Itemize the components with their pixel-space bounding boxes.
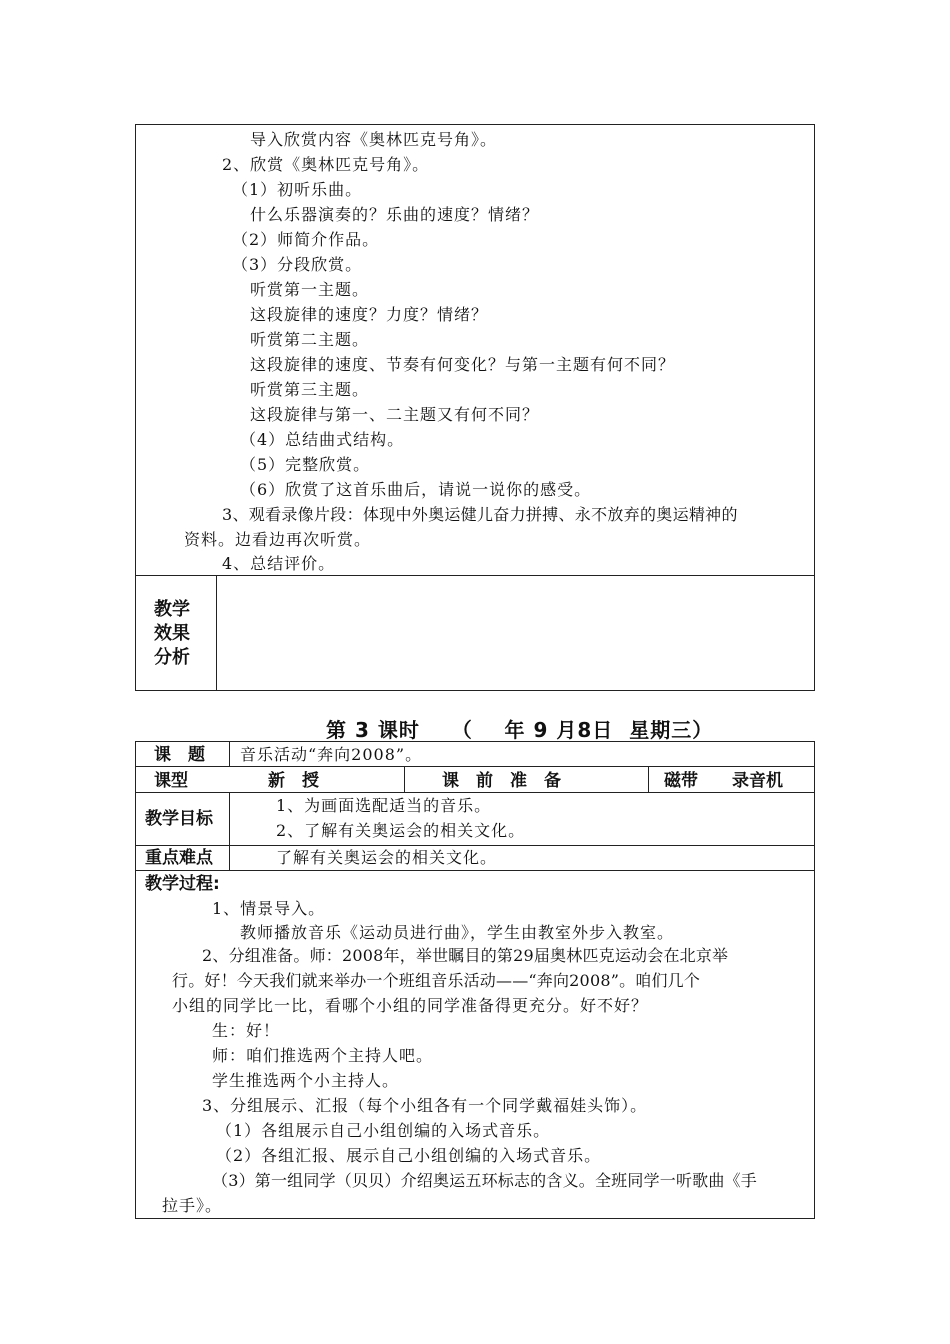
effect-analysis-label: [136, 575, 217, 690]
process-line: 4、总结评价。: [222, 554, 336, 573]
process-line: （1）各组展示自己小组创编的入场式音乐。: [216, 1121, 551, 1140]
process-line: （3）第一组同学（贝贝）介绍奥运五环标志的含义。全班同学一听歌曲《手: [212, 1171, 757, 1190]
process-line: （4）总结曲式结构。: [240, 430, 405, 449]
process-line: 听赏第三主题。: [250, 380, 370, 399]
type-value: 新 授: [268, 771, 319, 791]
process-line: 2、分组准备。师：2008年，举世瞩目的第29届奥林匹克运动会在北京举: [202, 946, 729, 965]
process-line: （2）师简介作品。: [232, 230, 380, 249]
process-line: 1、情景导入。: [212, 899, 326, 918]
process-line: 教师播放音乐《运动员进行曲》，学生由教室外步入教室。: [240, 923, 675, 942]
prep-label: 课 前 准 备: [442, 771, 561, 791]
col-divider: [229, 792, 230, 870]
col-divider: [229, 742, 230, 766]
goal-item: 1、为画面选配适当的音乐。: [276, 796, 492, 815]
process-line: 师：咱们推选两个主持人吧。: [212, 1046, 434, 1065]
process-line: 听赏第一主题。: [250, 280, 370, 299]
process-line: 3、分组展示、汇报（每个小组各有一个同学戴福娃头饰）。: [202, 1096, 648, 1115]
process-line: 这段旋律的速度、节奏有何变化？与第一主题有何不同？: [250, 355, 676, 374]
upper-lesson-table: [135, 124, 815, 691]
type-label: 课型: [154, 771, 188, 791]
process-line: 这段旋律与第一、二主题又有何不同？: [250, 405, 540, 424]
upper-process-cell: [136, 125, 814, 576]
col-divider: [404, 766, 405, 792]
process-line: 听赏第二主题。: [250, 330, 370, 349]
goal-item: 2、了解有关奥运会的相关文化。: [276, 821, 526, 840]
process-line: 什么乐器演奏的？乐曲的速度？情绪？: [250, 205, 540, 224]
process-line: 生：好！: [212, 1021, 281, 1040]
effect-label-line: 分析: [154, 647, 190, 668]
effect-label-line: 效果: [154, 623, 190, 644]
effect-label-line: 教学: [154, 599, 190, 620]
process-line: （3）分段欣赏。: [232, 255, 363, 274]
prep-value: 磁带 录音机: [664, 771, 783, 791]
row-divider: [136, 792, 814, 793]
topic-value: 音乐活动“奔向2008”。: [240, 745, 423, 764]
lesson-heading: 第 3 课时 （ 年 9 月8日 星期三）: [326, 718, 714, 742]
key-value: 了解有关奥运会的相关文化。: [276, 848, 498, 867]
process-line: （1）初听乐曲。: [232, 180, 363, 199]
process-line: 学生推选两个小主持人。: [212, 1071, 400, 1090]
process-label: 教学过程:: [145, 874, 220, 894]
effect-analysis-row: [136, 575, 814, 690]
process-line: 行。好！今天我们就来举办一个班组音乐活动——“奔向2008”。咱们几个: [172, 971, 701, 990]
process-line: （6）欣赏了这首乐曲后，请说一说你的感受。: [240, 480, 592, 499]
process-line: 3、观看录像片段：体现中外奥运健儿奋力拼搏、永不放弃的奥运精神的: [222, 505, 738, 524]
goal-label: 教学目标: [145, 809, 213, 829]
process-line: （5）完整欣赏。: [240, 455, 371, 474]
process-line: 资料。边看边再次听赏。: [184, 530, 372, 549]
process-line: 这段旋律的速度？力度？情绪？: [250, 305, 489, 324]
topic-label: 课 题: [154, 745, 205, 765]
process-line: （2）各组汇报、展示自己小组创编的入场式音乐。: [216, 1146, 602, 1165]
lesson-plan-table: [135, 741, 815, 1219]
process-line: 拉手》。: [162, 1196, 223, 1215]
process-line: 2、欣赏《奥林匹克号角》。: [222, 155, 430, 174]
process-line: 小组的同学比一比，看哪个小组的同学准备得更充分。好不好？: [172, 996, 649, 1015]
row-divider: [136, 766, 814, 767]
key-label: 重点难点: [145, 848, 213, 868]
col-divider: [648, 766, 649, 792]
row-divider: [136, 845, 814, 846]
process-line: 导入欣赏内容《奥林匹克号角》。: [250, 130, 498, 149]
row-divider: [136, 870, 814, 871]
